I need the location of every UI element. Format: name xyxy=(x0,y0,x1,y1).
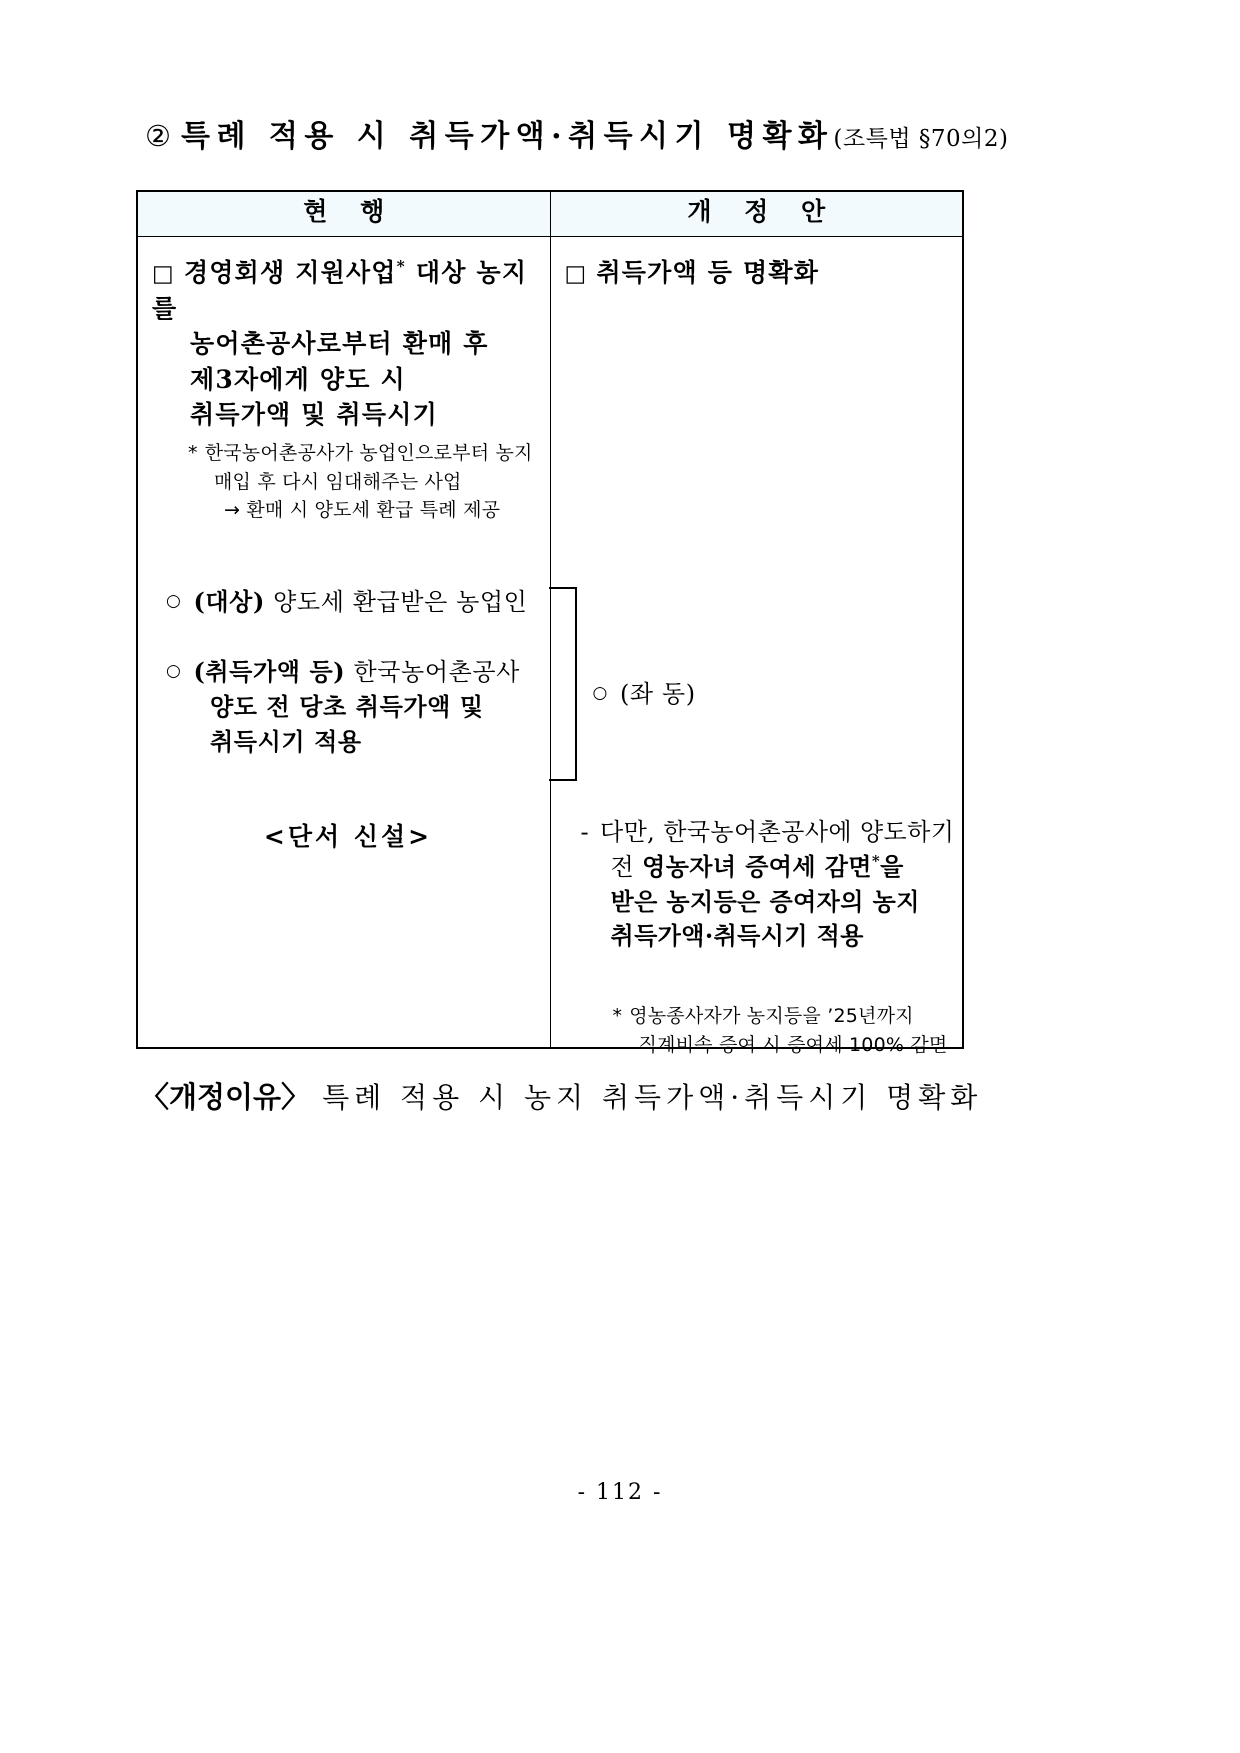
footnote-marker-asterisk: * xyxy=(396,256,406,276)
amended-item-1-text: 취득가액 등 명확화 xyxy=(596,258,820,287)
amended-footnote xyxy=(613,1002,973,1059)
current-footnote xyxy=(188,439,548,525)
footnote-marker-asterisk: * xyxy=(871,851,881,870)
amended-proviso-line4-text: 취득가액·취득시기 적용 xyxy=(610,921,864,951)
amended-proviso-line1: 다만, 한국농어촌공사에 양도하기 xyxy=(600,818,955,846)
amended-footnote-line1: 영농종사자가 농지등을 ’25년까지 xyxy=(629,1005,914,1027)
amended-proviso-line3-a: 받은 농지등은 xyxy=(610,886,770,916)
footnote-asterisk-icon: * xyxy=(188,442,198,464)
cell-amended xyxy=(550,237,963,1056)
current-bullet-acquisition-line3: 취득시기 적용 xyxy=(210,726,362,756)
bracket-connector xyxy=(549,587,577,781)
amended-footnote-line2: 직계비속 증여 시 증여세 100% 감면 xyxy=(638,1033,948,1056)
amended-proviso xyxy=(581,815,971,954)
amended-item-1 xyxy=(565,255,961,291)
amended-proviso-line2-a: 전 xyxy=(610,852,643,881)
comparison-table xyxy=(136,190,964,1056)
current-bullet-target xyxy=(166,585,556,620)
cell-current xyxy=(137,237,550,1049)
footnote-asterisk-icon: * xyxy=(612,1005,623,1027)
square-bullet-icon: □ xyxy=(564,261,588,287)
amended-proviso-line2-c: 을 xyxy=(880,851,904,881)
heading-number: ② xyxy=(145,119,171,153)
current-new-clause-label: <단서 신설> xyxy=(263,822,433,851)
current-item-1-line3: 제3자에게 양도 시 xyxy=(190,364,406,394)
dash-bullet-icon: - xyxy=(580,818,590,846)
amendment-reason-label: 〈개정이유〉 xyxy=(140,1080,311,1114)
amended-proviso-line4 xyxy=(581,919,971,954)
column-header-amended: 개 정 안 xyxy=(550,191,963,237)
amended-proviso-line3-b: 증여자의 농지 xyxy=(769,886,920,916)
table-header-row xyxy=(137,191,963,237)
current-bullet-acquisition-line2: 양도 전 당초 취득가액 및 xyxy=(210,691,484,721)
amendment-reason-text: 특례 적용 시 농지 취득가액·취득시기 명확화 xyxy=(322,1081,983,1114)
page-title xyxy=(145,118,1045,156)
circle-bullet-icon: ○ xyxy=(166,591,182,611)
amended-proviso-line3 xyxy=(581,885,971,920)
current-bullet-target-tag: (대상) xyxy=(193,587,265,616)
current-footnote-line1: 한국농어촌공사가 농업인으로부터 농지 xyxy=(204,442,533,464)
amended-same-as-left xyxy=(593,677,933,712)
column-header-current: 현 행 xyxy=(137,191,550,237)
current-item-1-line2: 농어촌공사로부터 환매 후 xyxy=(190,329,489,359)
amended-same-as-left-text: (좌 동) xyxy=(619,680,696,708)
page-number: - 112 - xyxy=(577,1480,663,1505)
circle-bullet-icon: ○ xyxy=(166,661,182,681)
current-footnote-line3: → 환매 시 양도세 환급 특례 제공 xyxy=(224,499,501,521)
amended-proviso-line2 xyxy=(581,850,971,885)
circle-bullet-icon: ○ xyxy=(592,683,608,703)
current-item-1-line1-b: 대상 농지를 xyxy=(152,258,528,323)
heading-law-reference: (조특법 §70의2) xyxy=(833,126,1009,152)
current-item-1-line4: 취득가액 및 취득시기 xyxy=(190,400,438,430)
current-bullet-acquisition xyxy=(166,655,556,759)
current-footnote-line2: 매입 후 다시 임대해주는 사업 xyxy=(214,470,462,493)
current-item-1 xyxy=(152,255,548,433)
current-bullet-acquisition-text: 한국농어촌공사 xyxy=(345,658,520,686)
amendment-reason xyxy=(140,1075,982,1116)
amended-proviso-line2-b: 영농자녀 증여세 감면 xyxy=(642,851,872,881)
current-bullet-acquisition-tag: (취득가액 등) xyxy=(193,657,346,686)
square-bullet-icon: □ xyxy=(152,261,175,287)
table-body-row xyxy=(137,237,963,1049)
current-bullet-target-text: 양도세 환급받은 농업인 xyxy=(264,588,528,616)
heading-main-text: 특례 적용 시 취득가액·취득시기 명확화 xyxy=(181,119,834,154)
current-item-1-line1-a: 경영회생 지원사업 xyxy=(183,258,397,287)
